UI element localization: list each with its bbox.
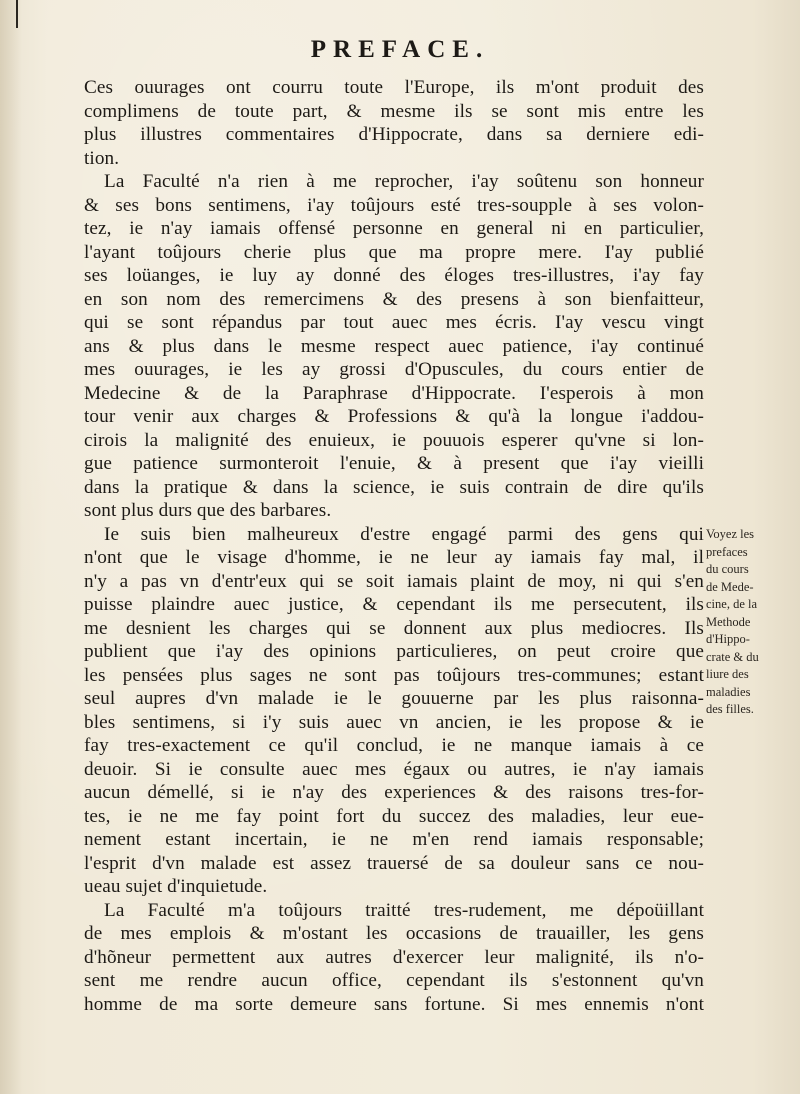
text-line: qui se sont répandus par tout auec mes écris. I'ay vescu vingt xyxy=(84,312,704,333)
text-line: de mes emplois & m'ostant les occasions de trauailler, les gens xyxy=(84,923,704,944)
text-line: ses loüanges, ie luy ay donné des éloges tres-illustres, i'ay fay xyxy=(84,265,704,286)
text-line: l'esprit d'vn malade est assez trauersé de sa douleur sans ce nou- xyxy=(84,852,704,874)
text-line: gue patience surmonteroit l'enuie, & à present que i'ay vieilli xyxy=(84,453,704,474)
marginal-note-line: de Mede- xyxy=(706,579,754,594)
text-line: La Faculté m'a toûjours traitté tres-rudement, me dépoüillant xyxy=(104,899,704,921)
text-line: tes, ie ne me fay point fort du succez des maladies, leur eue- xyxy=(84,805,704,827)
text-line: Ie suis bien malheureux d'estre engagé parmi des gens qui xyxy=(104,523,704,545)
marginal-note-line: maladies xyxy=(706,684,751,699)
marginal-note-line: crate & du xyxy=(706,649,759,664)
text-line: seul aupres d'vn malade ie le gouuerne par les plus raisonna- xyxy=(84,688,704,709)
text-line: & ses bons sentimens, i'ay toûjours esté tres-soupple à ses volon- xyxy=(84,194,704,216)
marginal-note-line: Methode xyxy=(706,614,751,629)
text-line: aucun démellé, si ie n'ay des experiences & des raisons tres-for- xyxy=(84,782,704,803)
text-line: tour venir aux charges & Professions & qu'à la longue i'addou- xyxy=(84,406,704,427)
text-line: Medecine & de la Paraphrase d'Hippocrate. I'esperois à mon xyxy=(84,382,704,404)
marginal-note-line: liure des xyxy=(706,667,749,681)
text-line: n'ont que le visage d'homme, ie ne leur ay iamais fay mal, il xyxy=(84,547,704,568)
running-head: PREFACE. xyxy=(310,36,490,63)
body-text xyxy=(84,76,704,1016)
text-line: mes ouurages, ie les ay grossi d'Opuscules, du cours entier de xyxy=(84,359,704,380)
text-line: sont plus durs que des barbares. xyxy=(84,500,332,521)
text-line: cirois la malignité des enuieux, ie pouuois esperer qu'vne si lon- xyxy=(84,429,704,451)
text-line: les pensées plus sages ne sont pas toûjours tres-communes; estant xyxy=(84,664,704,686)
text-line: dans la pratique & dans la science, ie suis contrain de dire qu'ils xyxy=(84,476,704,498)
text-line: en son nom des remercimens & des presens à son bienfaitteur, xyxy=(84,288,704,310)
text-line: tion. xyxy=(84,147,120,169)
marginal-note-line: du cours xyxy=(706,562,749,576)
page-gutter-shadow xyxy=(0,0,22,1094)
text-line: deuoir. Si ie consulte auec mes égaux ou autres, ie n'ay iamais xyxy=(84,758,704,780)
text-line: ueau sujet d'inquietude. xyxy=(84,876,268,897)
text-line: Ces ouurages ont courru toute l'Europe, ils m'ont produit des xyxy=(84,77,704,98)
text-line: l'ayant toûjours cherie plus que ma propre mere. I'ay publié xyxy=(84,241,704,263)
text-line: n'y a pas vn d'entr'eux qui se soit iamais plaint de moy, ni qui s'en xyxy=(84,570,704,592)
marginal-note-line: d'Hippo- xyxy=(706,632,750,646)
text-line: complimens de toute part, & mesme ils se sont mis entre les xyxy=(84,100,704,122)
text-line: nement estant incertain, ie ne m'en rend iamais responsable; xyxy=(84,829,704,850)
marginal-note xyxy=(706,526,792,719)
marginal-note-line: Voyez les xyxy=(706,527,755,541)
text-line: ans & plus dans le mesme respect auec patience, i'ay continué xyxy=(84,335,704,357)
text-line: me desnient les charges qui se donnent aux plus mediocres. Ils xyxy=(84,617,704,639)
text-line: homme de ma sorte demeure sans fortune. Si mes ennemis n'ont xyxy=(84,993,704,1015)
page-edge-mark xyxy=(16,0,18,28)
text-line: fay tres-exactement ce qu'il conclud, ie ne manque iamais à ce xyxy=(84,735,704,756)
text-line: La Faculté n'a rien à me reprocher, i'ay soûtenu son honneur xyxy=(104,171,704,192)
marginal-note-line: cine, de la xyxy=(706,597,758,611)
text-line: tez, ie n'ay iamais offensé personne en general ni en particulier, xyxy=(84,218,704,239)
text-line: puisse plaindre auec justice, & cependant ils me persecutent, ils xyxy=(84,594,704,615)
marginal-note-line: prefaces xyxy=(706,544,748,559)
text-line: publient que i'ay des opinions particulieres, on peut croire que xyxy=(84,641,704,662)
text-line: plus illustres commentaires d'Hippocrate, dans sa derniere edi- xyxy=(84,124,704,145)
text-line: bles sentimens, si i'y suis auec vn ancien, ie les propose & ie xyxy=(84,711,704,733)
marginal-note-line: des filles. xyxy=(706,702,754,716)
text-line: sent me rendre aucun office, cependant ils s'estonnent qu'vn xyxy=(84,970,704,991)
text-line: d'hõneur permettent aux autres d'exercer leur malignité, ils n'o- xyxy=(84,946,704,968)
